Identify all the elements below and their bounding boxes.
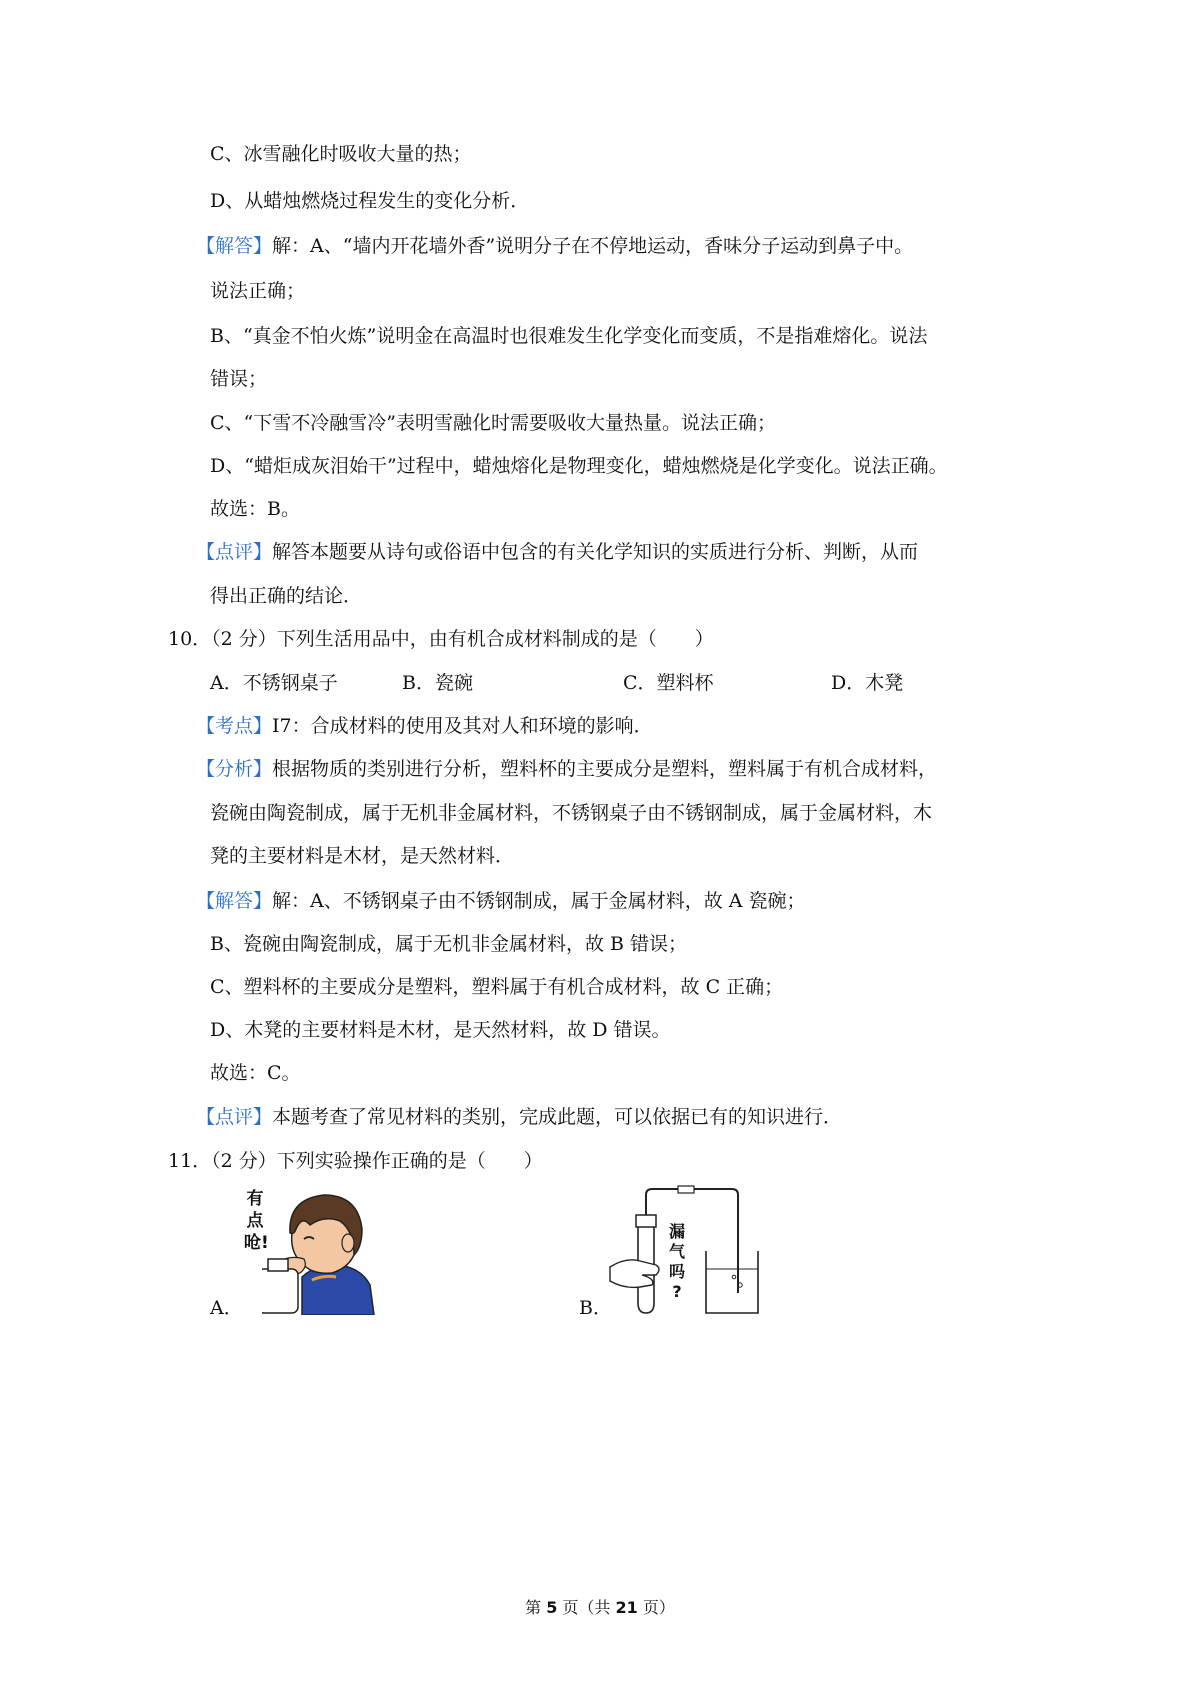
q9-answer-line-2: 说法正确； (210, 280, 306, 302)
q9-answer-line-6: D、“蜡炬成灰泪始干”过程中，蜡烛熔化是物理变化，蜡烛燃烧是化学变化。说法正确。 (210, 455, 948, 477)
q9-comment-line-1: 【点评】解答本题要从诗句或俗语中包含的有关化学知识的实质进行分析、判断，从而 (196, 541, 919, 563)
figure-a-speech: 有 点 呛! (244, 1189, 269, 1253)
page-number: 5 (546, 1598, 558, 1617)
figure-a-smelling-illustration (262, 1185, 382, 1315)
q9-option-d: D、从蜡烛燃烧过程发生的变化分析． (210, 190, 530, 212)
q10-analysis-line-3: 凳的主要材料是木材，是天然材料． (210, 845, 515, 867)
q10-option-b: B．瓷碗 (402, 672, 473, 694)
answer-tag: 【解答】 (196, 235, 273, 257)
q10-analysis-line-2: 瓷碗由陶瓷制成，属于无机非金属材料，不锈钢桌子由不锈钢制成，属于金属材料，木 (210, 802, 933, 824)
q9-answer-line-3: B、“真金不怕火炼”说明金在高温时也很难发生化学变化而变质，不是指难熔化。说法 (210, 325, 928, 347)
q10-answer-line-3: C、塑料杯的主要成分是塑料，塑料属于有机合成材料，故 C 正确； (210, 976, 784, 998)
q10-option-d: D．木凳 (831, 672, 904, 694)
q10-option-a: A．不锈钢桌子 (210, 672, 338, 694)
q9-answer-line-5: C、“下雪不冷融雪冷”表明雪融化时需要吸收大量热量。说法正确； (210, 412, 776, 434)
answer-tag: 【解答】 (196, 890, 273, 912)
q10-stem: 10．（2 分）下列生活用品中，由有机合成材料制成的是（ ） (168, 628, 714, 650)
q10-answer-line-5: 故选：C。 (210, 1062, 301, 1084)
q10-analysis-line-1: 【分析】根据物质的类别进行分析，塑料杯的主要成分是塑料，塑料属于有机合成材料， (196, 758, 938, 780)
q9-answer-line-7: 故选：B。 (210, 498, 300, 520)
comment-tag: 【点评】 (196, 1106, 273, 1128)
q9-comment-line-2: 得出正确的结论． (210, 585, 363, 607)
q10-option-c: C．塑料杯 (623, 672, 714, 694)
page-footer: 第 5 页（共 21 页） (525, 1598, 675, 1617)
q10-answer-line-4: D、木凳的主要材料是木材，是天然材料，故 D 错误。 (210, 1019, 671, 1041)
q10-answer-line-2: B、瓷碗由陶瓷制成，属于无机非金属材料，故 B 错误； (210, 933, 688, 955)
q9-option-c: C、冰雪融化时吸收大量的热； (210, 143, 472, 165)
point-tag: 【考点】 (196, 715, 273, 737)
q10-comment-line: 【点评】本题考查了常见材料的类别，完成此题，可以依据已有的知识进行． (196, 1106, 843, 1128)
q11-stem: 11．（2 分）下列实验操作正确的是（ ） (168, 1150, 543, 1172)
analysis-tag: 【分析】 (196, 758, 273, 780)
total-pages: 21 (615, 1598, 638, 1617)
q9-answer-line-4: 错误； (210, 368, 268, 390)
q10-answer-line-1: 【解答】解：A、不锈钢桌子由不锈钢制成，属于金属材料，故 A 瓷碗； (196, 890, 806, 912)
figure-a-label: A． (210, 1297, 243, 1319)
q10-point-line: 【考点】I7：合成材料的使用及其对人和环境的影响． (196, 715, 653, 737)
q9-answer-line-1: 【解答】解：A、“墙内开花墙外香”说明分子在不停地运动，香味分子运动到鼻子中。 (196, 235, 914, 257)
figure-b-speech: 漏 气 吗 ? (668, 1222, 685, 1301)
figure-b-leak-test-apparatus (606, 1185, 766, 1320)
comment-tag: 【点评】 (196, 541, 273, 563)
figure-b-label: B． (579, 1297, 612, 1319)
